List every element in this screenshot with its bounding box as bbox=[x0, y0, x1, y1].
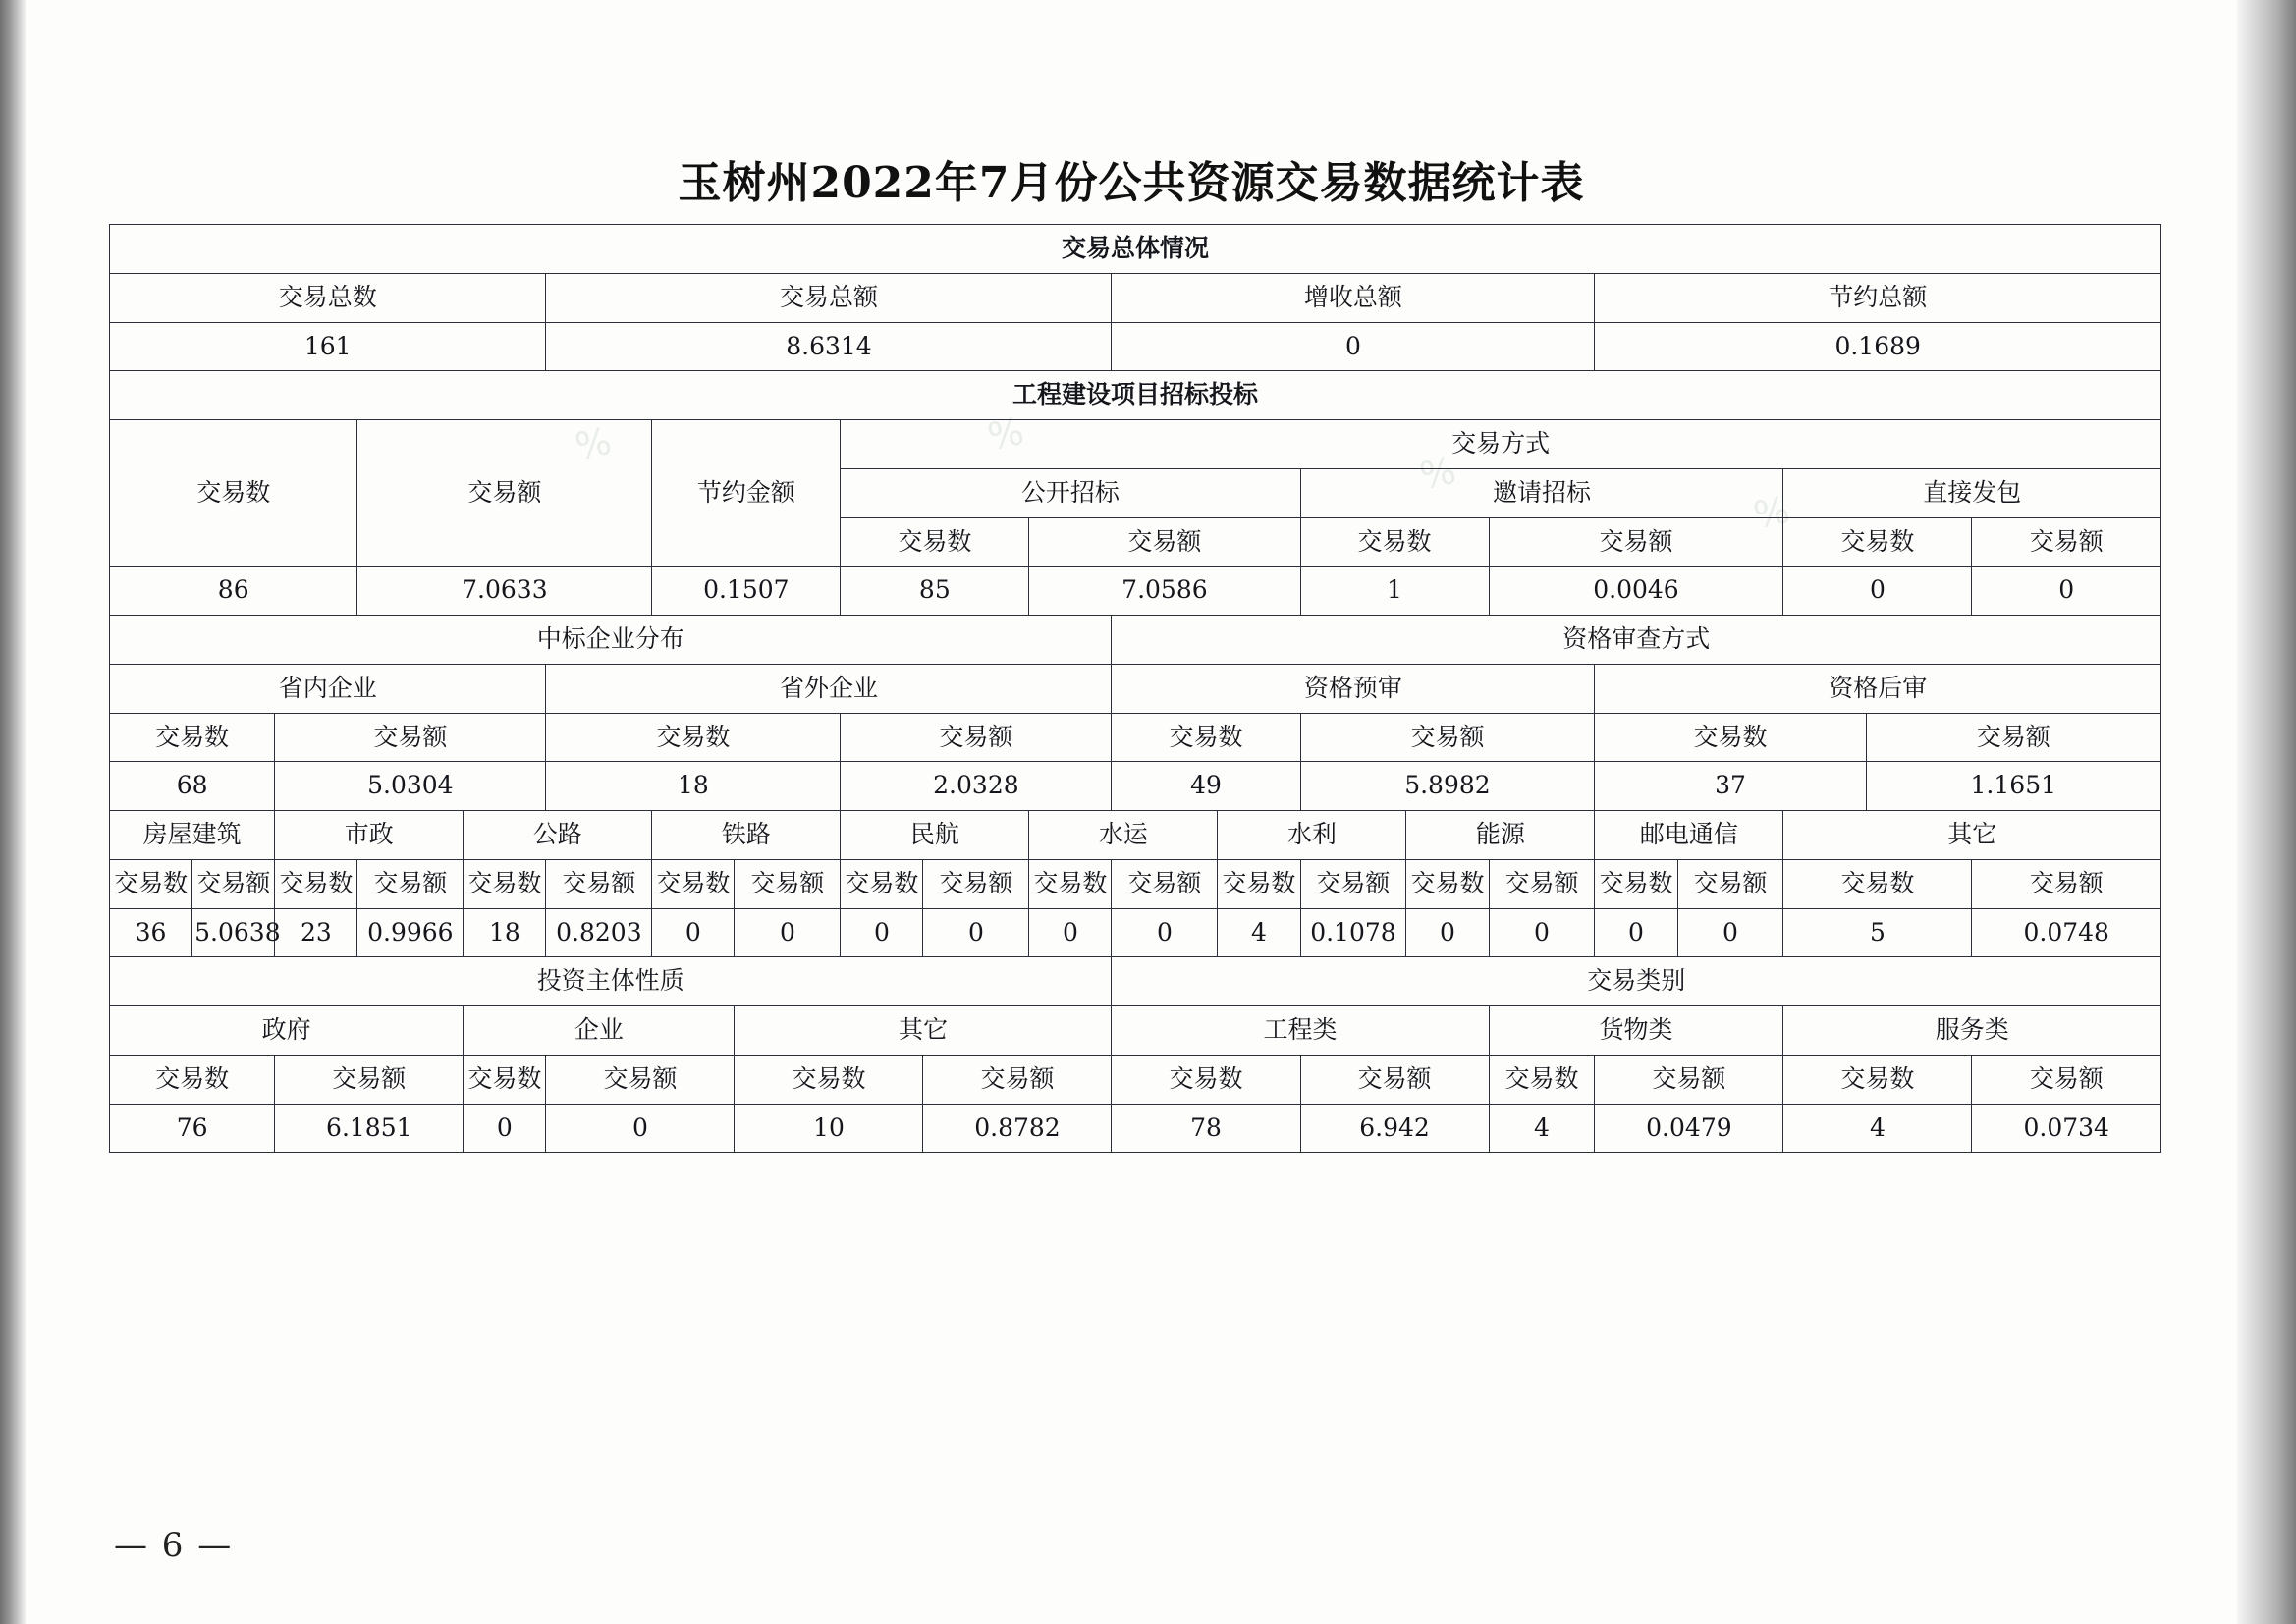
industry-8-count: 0 bbox=[1595, 908, 1677, 957]
industry-5-amount-label: 交易额 bbox=[1112, 859, 1218, 908]
winner-group-1-amount-label: 交易额 bbox=[841, 713, 1112, 762]
page-number: — 6 — bbox=[114, 1526, 234, 1565]
investor-group-1-label: 企业 bbox=[464, 1006, 735, 1056]
table-row bbox=[110, 762, 2161, 811]
industry-3-count-label: 交易数 bbox=[652, 859, 735, 908]
investor-group-2-label: 其它 bbox=[735, 1006, 1112, 1056]
section-construction-label: 工程建设项目招标投标 bbox=[110, 371, 2161, 420]
overall-value-0: 161 bbox=[110, 322, 546, 371]
investor-group-2-amount-label: 交易额 bbox=[923, 1055, 1112, 1104]
overall-value-3: 0.1689 bbox=[1595, 322, 2161, 371]
winner-group-1-label: 省外企业 bbox=[546, 664, 1112, 713]
industry-8-amount-label: 交易额 bbox=[1677, 859, 1783, 908]
qualification-group-1-count: 37 bbox=[1595, 762, 1866, 811]
construction-total-count: 86 bbox=[110, 567, 357, 616]
table-row bbox=[110, 616, 2161, 665]
section-winner-distribution-label: 中标企业分布 bbox=[110, 616, 1112, 665]
investor-group-0-count-label: 交易数 bbox=[110, 1055, 275, 1104]
industry-9-amount-label: 交易额 bbox=[1972, 859, 2161, 908]
method-1-amount-label: 交易额 bbox=[1489, 517, 1783, 567]
table-row bbox=[110, 371, 2161, 420]
industry-label-1: 市政 bbox=[275, 811, 464, 860]
industry-label-5: 水运 bbox=[1029, 811, 1218, 860]
category-group-2-count: 4 bbox=[1783, 1104, 1972, 1153]
winner-group-0-amount: 5.0304 bbox=[275, 762, 546, 811]
overall-header-2: 增收总额 bbox=[1112, 273, 1595, 322]
category-group-1-count: 4 bbox=[1489, 1104, 1595, 1153]
industry-5-count-label: 交易数 bbox=[1029, 859, 1112, 908]
industry-9-amount: 0.0748 bbox=[1972, 908, 2161, 957]
watermark-blotch: % bbox=[571, 418, 616, 469]
construction-col-amount: 交易额 bbox=[357, 420, 652, 567]
category-group-1-amount-label: 交易额 bbox=[1595, 1055, 1783, 1104]
industry-4-amount-label: 交易额 bbox=[923, 859, 1029, 908]
table-row bbox=[110, 957, 2161, 1006]
industry-label-3: 铁路 bbox=[652, 811, 841, 860]
table-row bbox=[110, 322, 2161, 371]
category-group-2-count-label: 交易数 bbox=[1783, 1055, 1972, 1104]
industry-0-amount: 5.0638 bbox=[192, 908, 275, 957]
category-group-0-label: 工程类 bbox=[1112, 1006, 1489, 1056]
overall-value-2: 0 bbox=[1112, 322, 1595, 371]
overall-header-3: 节约总额 bbox=[1595, 273, 2161, 322]
table-row bbox=[110, 1055, 2161, 1104]
method-1-amount: 0.0046 bbox=[1489, 567, 1783, 616]
winner-group-0-count-label: 交易数 bbox=[110, 713, 275, 762]
method-2-count: 0 bbox=[1783, 567, 1972, 616]
winner-group-1-amount: 2.0328 bbox=[841, 762, 1112, 811]
industry-4-count-label: 交易数 bbox=[841, 859, 923, 908]
investor-group-2-count-label: 交易数 bbox=[735, 1055, 923, 1104]
investor-group-1-amount: 0 bbox=[546, 1104, 735, 1153]
method-0-amount-label: 交易额 bbox=[1029, 517, 1300, 567]
category-group-0-amount-label: 交易额 bbox=[1300, 1055, 1489, 1104]
category-group-2-label: 服务类 bbox=[1783, 1006, 2161, 1056]
industry-label-7: 能源 bbox=[1406, 811, 1595, 860]
category-group-2-amount: 0.0734 bbox=[1972, 1104, 2161, 1153]
table-row bbox=[110, 811, 2161, 860]
industry-7-count-label: 交易数 bbox=[1406, 859, 1489, 908]
statistics-table bbox=[109, 224, 2161, 1153]
industry-label-8: 邮电通信 bbox=[1595, 811, 1783, 860]
investor-group-0-label: 政府 bbox=[110, 1006, 464, 1056]
table-row bbox=[110, 567, 2161, 616]
method-2-amount: 0 bbox=[1972, 567, 2161, 616]
industry-1-count-label: 交易数 bbox=[275, 859, 357, 908]
industry-7-amount: 0 bbox=[1489, 908, 1595, 957]
industry-1-amount-label: 交易额 bbox=[357, 859, 464, 908]
table-row bbox=[110, 225, 2161, 274]
overall-header-0: 交易总数 bbox=[110, 273, 546, 322]
qualification-group-1-amount: 1.1651 bbox=[1866, 762, 2160, 811]
industry-6-amount: 0.1078 bbox=[1300, 908, 1406, 957]
paper-sheet bbox=[26, 0, 2237, 1624]
investor-group-1-count-label: 交易数 bbox=[464, 1055, 546, 1104]
construction-col-count: 交易数 bbox=[110, 420, 357, 567]
industry-4-count: 0 bbox=[841, 908, 923, 957]
qualification-group-0-amount-label: 交易额 bbox=[1300, 713, 1595, 762]
industry-1-count: 23 bbox=[275, 908, 357, 957]
table-row bbox=[110, 664, 2161, 713]
table-row bbox=[110, 273, 2161, 322]
trade-method-label: 交易方式 bbox=[841, 420, 2161, 469]
qualification-group-1-label: 资格后审 bbox=[1595, 664, 2161, 713]
investor-group-1-count: 0 bbox=[464, 1104, 546, 1153]
table-row bbox=[110, 713, 2161, 762]
method-label-2: 直接发包 bbox=[1783, 468, 2161, 517]
table-row bbox=[110, 1104, 2161, 1153]
category-group-1-amount: 0.0479 bbox=[1595, 1104, 1783, 1153]
industry-7-amount-label: 交易额 bbox=[1489, 859, 1595, 908]
category-group-2-amount-label: 交易额 bbox=[1972, 1055, 2161, 1104]
watermark-blotch: % bbox=[1749, 487, 1794, 538]
industry-5-amount: 0 bbox=[1112, 908, 1218, 957]
industry-6-count: 4 bbox=[1218, 908, 1300, 957]
construction-total-saving: 0.1507 bbox=[652, 567, 841, 616]
investor-group-2-amount: 0.8782 bbox=[923, 1104, 1112, 1153]
industry-2-count-label: 交易数 bbox=[464, 859, 546, 908]
industry-label-2: 公路 bbox=[464, 811, 652, 860]
category-group-0-count: 78 bbox=[1112, 1104, 1300, 1153]
overall-header-1: 交易总额 bbox=[546, 273, 1112, 322]
method-2-count-label: 交易数 bbox=[1783, 517, 1972, 567]
industry-label-0: 房屋建筑 bbox=[110, 811, 275, 860]
industry-8-count-label: 交易数 bbox=[1595, 859, 1677, 908]
method-label-0: 公开招标 bbox=[841, 468, 1300, 517]
winner-group-0-label: 省内企业 bbox=[110, 664, 546, 713]
category-group-1-label: 货物类 bbox=[1489, 1006, 1783, 1056]
investor-group-0-amount: 6.1851 bbox=[275, 1104, 464, 1153]
industry-label-9: 其它 bbox=[1783, 811, 2161, 860]
industry-9-count-label: 交易数 bbox=[1783, 859, 1972, 908]
section-overall-label: 交易总体情况 bbox=[110, 225, 2161, 274]
method-0-amount: 7.0586 bbox=[1029, 567, 1300, 616]
investor-group-0-amount-label: 交易额 bbox=[275, 1055, 464, 1104]
industry-2-amount: 0.8203 bbox=[546, 908, 652, 957]
construction-total-amount: 7.0633 bbox=[357, 567, 652, 616]
qualification-group-1-count-label: 交易数 bbox=[1595, 713, 1866, 762]
qualification-group-1-amount-label: 交易额 bbox=[1866, 713, 2160, 762]
table-row bbox=[110, 908, 2161, 957]
industry-6-amount-label: 交易额 bbox=[1300, 859, 1406, 908]
industry-2-amount-label: 交易额 bbox=[546, 859, 652, 908]
watermark-blotch: % bbox=[983, 408, 1028, 460]
table-row bbox=[110, 859, 2161, 908]
industry-3-amount-label: 交易额 bbox=[735, 859, 841, 908]
industry-7-count: 0 bbox=[1406, 908, 1489, 957]
category-group-0-count-label: 交易数 bbox=[1112, 1055, 1300, 1104]
qualification-group-0-label: 资格预审 bbox=[1112, 664, 1595, 713]
industry-0-count-label: 交易数 bbox=[110, 859, 192, 908]
industry-9-count: 5 bbox=[1783, 908, 1972, 957]
method-0-count-label: 交易数 bbox=[841, 517, 1029, 567]
industry-1-amount: 0.9966 bbox=[357, 908, 464, 957]
method-1-count-label: 交易数 bbox=[1300, 517, 1489, 567]
section-trade-category-label: 交易类别 bbox=[1112, 957, 2161, 1006]
industry-3-count: 0 bbox=[652, 908, 735, 957]
investor-group-2-count: 10 bbox=[735, 1104, 923, 1153]
winner-group-1-count: 18 bbox=[546, 762, 841, 811]
method-1-count: 1 bbox=[1300, 567, 1489, 616]
industry-4-amount: 0 bbox=[923, 908, 1029, 957]
overall-value-1: 8.6314 bbox=[546, 322, 1112, 371]
winner-group-0-amount-label: 交易额 bbox=[275, 713, 546, 762]
investor-group-1-amount-label: 交易额 bbox=[546, 1055, 735, 1104]
method-label-1: 邀请招标 bbox=[1300, 468, 1783, 517]
winner-group-1-count-label: 交易数 bbox=[546, 713, 841, 762]
industry-3-amount: 0 bbox=[735, 908, 841, 957]
industry-6-count-label: 交易数 bbox=[1218, 859, 1300, 908]
method-0-count: 85 bbox=[841, 567, 1029, 616]
industry-0-count: 36 bbox=[110, 908, 192, 957]
category-group-1-count-label: 交易数 bbox=[1489, 1055, 1595, 1104]
page-title: 玉树州2022年7月份公共资源交易数据统计表 bbox=[678, 158, 1585, 208]
industry-0-amount-label: 交易额 bbox=[192, 859, 275, 908]
qualification-group-0-count: 49 bbox=[1112, 762, 1300, 811]
table-row bbox=[110, 1006, 2161, 1056]
investor-group-0-count: 76 bbox=[110, 1104, 275, 1153]
industry-2-count: 18 bbox=[464, 908, 546, 957]
qualification-group-0-amount: 5.8982 bbox=[1300, 762, 1595, 811]
industry-5-count: 0 bbox=[1029, 908, 1112, 957]
construction-col-saving: 节约金额 bbox=[652, 420, 841, 567]
qualification-group-0-count-label: 交易数 bbox=[1112, 713, 1300, 762]
section-qualification-label: 资格审查方式 bbox=[1112, 616, 2161, 665]
method-2-amount-label: 交易额 bbox=[1972, 517, 2161, 567]
category-group-0-amount: 6.942 bbox=[1300, 1104, 1489, 1153]
table-row bbox=[110, 420, 2161, 469]
watermark-blotch: % bbox=[1415, 448, 1460, 499]
section-investor-nature-label: 投资主体性质 bbox=[110, 957, 1112, 1006]
industry-label-6: 水利 bbox=[1218, 811, 1406, 860]
winner-group-0-count: 68 bbox=[110, 762, 275, 811]
industry-8-amount: 0 bbox=[1677, 908, 1783, 957]
industry-label-4: 民航 bbox=[841, 811, 1029, 860]
